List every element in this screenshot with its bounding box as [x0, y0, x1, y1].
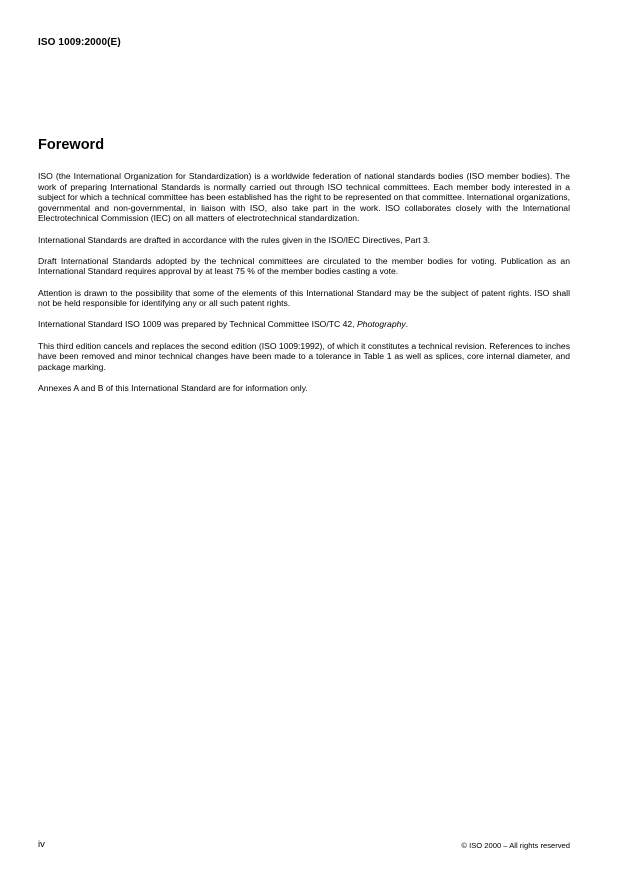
prepared-by-text: International Standard ISO 1009 was prepared by Technical Committee ISO/TC 42,: [38, 319, 357, 330]
paragraph-drafting-rules: International Standards are drafted in accordance with the rules given in the ISO/IEC Directives, Part 3.: [38, 234, 431, 245]
paragraph-iso-overview: ISO (the International Organization for Standardization) is a worldwide federation of national standards bodies (ISO member bodies). The work of preparing International Standards is normally carried out through ISO technical committees. Each member body interested in a subject for which a technical committee has been established has the right to be represented on that committee. International organizations, governmental and non-governmental, in liaison with ISO, also take part in the work. ISO collaborates closely with the International Electrotechnical Commission (IEC) on all matters of electrotechnical standardization.: [38, 171, 570, 224]
prepared-by-subject: Photography: [356, 319, 406, 330]
paragraph-voting: Draft International Standards adopted by the technical committees are circulated to the member bodies for voting. Publication as an International Standard requires approval by at least 75 % of the member bodies casting a vote.: [38, 255, 570, 277]
paragraph-annexes: Annexes A and B of this International Standard are for information only.: [38, 382, 308, 393]
paragraph-prepared-by: [38, 319, 570, 330]
section-title: Foreword: [38, 137, 105, 153]
page-number: iv: [38, 839, 45, 850]
prepared-by-end: .: [405, 319, 409, 330]
paragraph-edition: This third edition cancels and replaces the second edition (ISO 1009:1992), of which it constitutes a technical revision. References to inches have been removed and minor technical changes have been made to a tolerance in Table 1 as well as splices, core internal diameter, and package marking.: [38, 340, 570, 372]
paragraph-patent-rights: Attention is drawn to the possibility that some of the elements of this International Standard may be the subject of patent rights. ISO shall not be held responsible for identifying any or all such patent rights.: [38, 287, 570, 309]
copyright-notice: © ISO 2000 – All rights reserved: [461, 841, 570, 850]
foreword-body: [38, 171, 570, 404]
document-id: ISO 1009:2000(E): [38, 37, 121, 48]
